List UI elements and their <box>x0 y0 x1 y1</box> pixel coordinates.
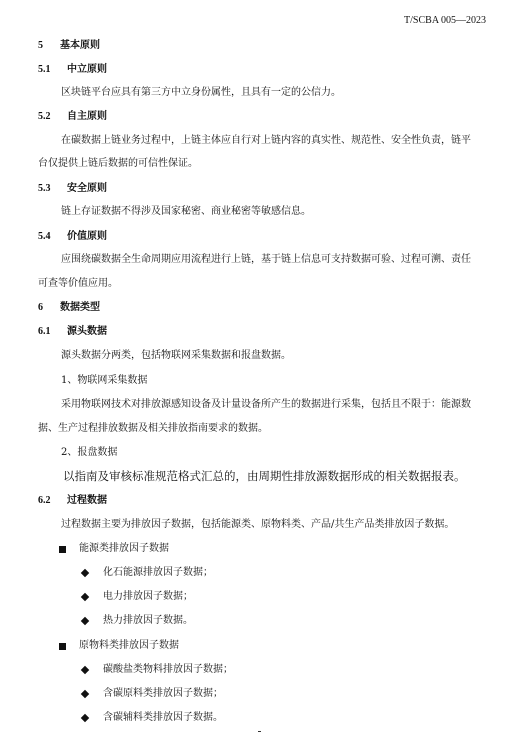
list-item: 热力排放因子数据。 <box>103 615 193 626</box>
paragraph: 链上存证数据不得涉及国家秘密、商业秘密等敏感信息。 <box>61 206 311 217</box>
list-group-label: 能源类排放因子数据 <box>79 543 169 554</box>
diamond-bullet-icon <box>81 714 89 722</box>
diamond-bullet-icon <box>81 593 89 601</box>
section-number: 6.2 <box>38 495 51 506</box>
diamond-bullet-icon <box>81 666 89 674</box>
list-item: 化石能源排放因子数据； <box>103 567 213 578</box>
section-number: 5.1 <box>38 64 51 75</box>
paragraph-line: 可查等价值应用。 <box>38 278 118 289</box>
section-6-1-heading <box>38 326 107 338</box>
section-title: 源头数据 <box>67 326 107 337</box>
section-5-1-heading <box>38 64 107 76</box>
paragraph-line: 在碳数据上链业务过程中，上链主体应自行对上链内容的真实性、规范性、安全性负责，链平 <box>61 135 471 146</box>
list-item: 电力排放因子数据； <box>103 591 193 602</box>
square-bullet-icon <box>59 546 66 553</box>
section-6-2-heading <box>38 495 107 507</box>
section-number: 5.4 <box>38 231 51 242</box>
section-number: 6 <box>38 302 43 313</box>
diamond-bullet-icon <box>81 569 89 577</box>
section-title: 价值原则 <box>67 231 107 242</box>
paragraph: 以指南及审核标准规范格式汇总的，由周期性排放源数据形成的相关数据报表。 <box>63 469 466 483</box>
section-number: 5.2 <box>38 111 51 122</box>
section-5-2-heading <box>38 111 107 123</box>
section-number: 6.1 <box>38 326 51 337</box>
document-id-header: T/SCBA 005—2023 <box>404 15 486 26</box>
section-number: 5 <box>38 40 43 51</box>
list-item: 含碳辅料类排放因子数据。 <box>103 712 223 723</box>
paragraph-line: 据、生产过程排放数据及相关排放指南要求的数据。 <box>38 423 268 434</box>
section-title: 安全原则 <box>67 183 107 194</box>
section-title: 基本原则 <box>60 40 100 51</box>
section-5-heading <box>38 40 100 52</box>
paragraph-line: 台仅提供上链后数据的可信性保证。 <box>38 158 198 169</box>
diamond-bullet-icon <box>81 690 89 698</box>
section-5-3-heading <box>38 183 107 195</box>
list-item: 1、物联网采集数据 <box>61 375 148 386</box>
section-title: 过程数据 <box>67 495 107 506</box>
section-6-heading <box>38 302 100 314</box>
list-group-label: 原物料类排放因子数据 <box>79 640 179 651</box>
list-item: 含碳原料类排放因子数据； <box>103 688 223 699</box>
section-title: 中立原则 <box>67 64 107 75</box>
paragraph: 源头数据分两类，包括物联网采集数据和报盘数据。 <box>61 350 291 361</box>
diamond-bullet-icon <box>81 617 89 625</box>
section-title: 自主原则 <box>67 111 107 122</box>
section-number: 5.3 <box>38 183 51 194</box>
square-bullet-icon <box>59 643 66 650</box>
list-item: 碳酸盐类物料排放因子数据； <box>103 664 233 675</box>
section-title: 数据类型 <box>60 302 100 313</box>
paragraph: 过程数据主要为排放因子数据，包括能源类、原物料类、产品/共生产品类排放因子数据。 <box>61 519 455 530</box>
page-footer-mark <box>258 731 261 732</box>
paragraph-line: 应围绕碳数据全生命周期应用流程进行上链，基于链上信息可支持数据可验、过程可溯、责任 <box>61 254 471 265</box>
list-item: 2、报盘数据 <box>61 447 118 458</box>
paragraph: 区块链平台应具有第三方中立身份属性，且具有一定的公信力。 <box>61 87 341 98</box>
section-5-4-heading <box>38 231 107 243</box>
paragraph-line: 采用物联网技术对排放源感知设备及计量设备所产生的数据进行采集，包括且不限于：能源数 <box>61 399 471 410</box>
